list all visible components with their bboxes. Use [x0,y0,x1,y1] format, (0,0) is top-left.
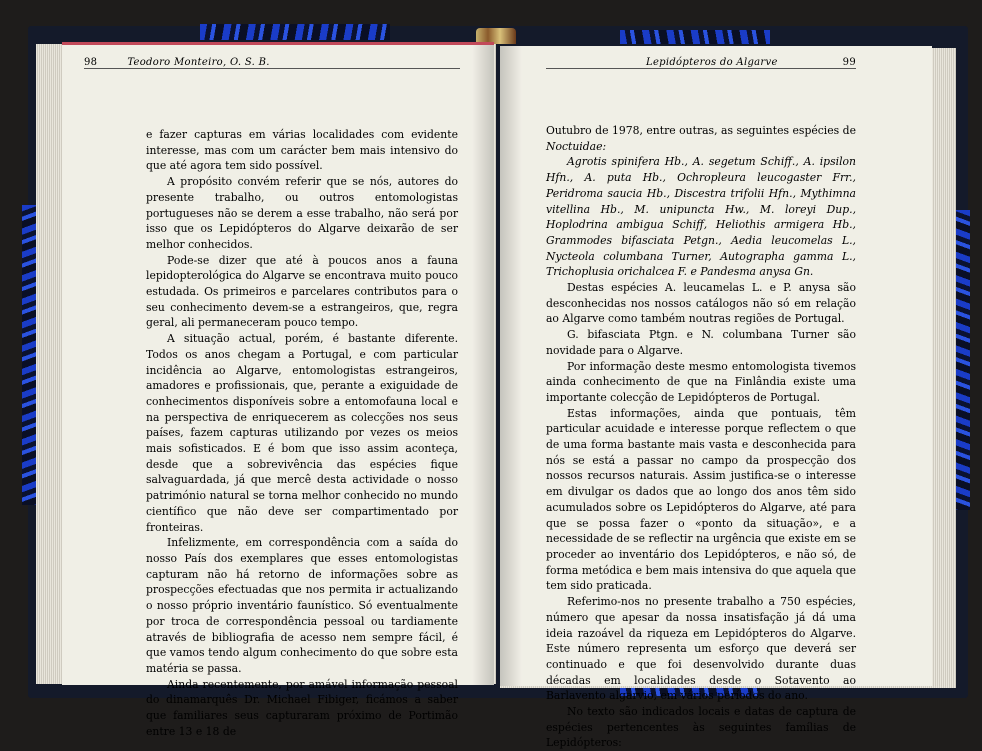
right-page-header [546,52,856,69]
paragraph: Pode-se dizer que até à poucos anos a fauna lepidopterológica do Algarve se encontrava muito pouco estudada. Os primeiros e parcelares contributos para o seu conhecimento devem-se a estrangeiros, que, regra geral, ali permaneceram pouco tempo. [146,253,458,330]
paragraph: Estas informações, ainda que pontuais, têm particular acuidade e interesse porque reflectem o que de uma forma bastante mais vasta e desconhecida para nós se está a passar no campo da prospecção dos nossos recursos naturais. Assim justifica-se o interesse em divulgar os dados que ao longo dos anos têm sido acumulados sobre os Lepidópteros do Algarve, até para que se possa fazer o «ponto da situação», e a necessidade de se reflectir na urgência que existe em se proceder ao inventário dos Lepidópteros, e não só, de forma metódica e bem mais intensiva do que aquela que tem sido praticada. [546,406,856,593]
paragraph: Destas espécies A. leucamelas L. e P. anysa são desconhecidas nos nossos catálogos não só em relação ao Algarve como também noutras regiões de Portugal. [546,281,856,326]
running-head: Teodoro Monteiro, O. S. B. [127,57,270,68]
paragraph: Referimo-nos no presente trabalho a 750 espécies, número que apesar da nossa insatisfação já dá uma ideia razoável da riqueza em Lepidópteros do Algarve. Este número representa um esforço que deverá ser continuado e que foi desenvolvido durante duas décadas em localidades desde o Sotavento ao Barlavento algarvio, em vários períodos do ano. [546,595,856,703]
paragraph: Ainda recentemente, por amável informação pessoal do dinamarquês Dr. Michael Fibiger, ficámos a saber que familiares seus capturaram próximo de Portimão entre 13 e 18 de [146,677,458,738]
cover-marbled-edge-top-right [620,30,770,44]
paragraph-text: Outubro de 1978, entre outras, as seguintes espécies de [546,124,856,137]
paragraph [546,123,856,154]
gutter-shadow-left [472,45,494,685]
page-number: 98 [84,57,98,68]
family-name: Noctuidae: [546,139,607,153]
running-head: Lepidópteros do Algarve [646,57,778,68]
right-page-body [546,123,856,751]
left-page-header [84,52,460,69]
page-number: 99 [842,57,856,68]
left-page-body [146,127,458,739]
paragraph: A propósito convém referir que se nós, autores do presente trabalho, ou outros entomologistas portugueses não se derem a esse trabalho, não será por isso que os Lepidópteros do Algarve deixarão de ser melhor conhecidos. [146,175,458,251]
paragraph: A situação actual, porém, é bastante diferente. Todos os anos chegam a Portugal, e com particular incidência ao Algarve, entomologistas estrangeiros, amadores e profissionais, que, perante a exiguidade de conhecimentos disponíveis sobre a entomofauna local e na perspectiva de enriquecerem as colecções nos seus países, fazem capturas utilizando por vezes os meios mais sofisticados. E é bom que isso assim aconteça, desde que a sobrevivência das espécies fique salvaguardada, já que mercê desta actividade o nosso património natural se torna melhor conhecido no mundo científico que não deve ser compartimentado por fronteiras. [146,332,458,534]
paragraph: e fazer capturas em várias localidades com evidente interesse, mas com um carácter bem mais intensivo do que até agora tem sido possível. [146,128,458,173]
gutter-shadow-right [500,46,522,686]
paragraph: No texto são indicados locais e datas de captura de espécies pertencentes às seguintes famílias de Lepidópteros: [546,705,856,750]
paragraph: G. bifasciata Ptgn. e N. columbana Turner são novidade para o Algarve. [546,328,856,357]
paragraph: Por informação deste mesmo entomologista tivemos ainda conhecimento de que na Finlândia existe uma importante colecção de Lepidópteros de Portugal. [546,359,856,404]
paragraph: Infelizmente, em correspondência com a saída do nosso País dos exemplares que esses entomologistas capturam não há retorno de informações sobre as prospecções efectuadas que nos permita ir actualizando o nosso próprio inventário faunístico. Só eventualmente por troca de correspondência pessoal ou tardiamente através de bibliografia de acesso nem sempre fácil, é que vamos tendo algum conhecimento do que sobre esta matéria se passa. [146,536,458,675]
cover-marbled-edge-top-left [200,24,390,40]
species-list: Agrotis spinifera Hb., A. segetum Schiff., A. ipsilon Hfn., A. puta Hb., Ochropleura leucogaster Frr., Peridroma saucia Hb., Discestra trifolii Hfn., Mythimna vitellina Hb., M. unipuncta Hw., M. loreyi Dup., Hoplodrina ambigua Schiff, Heliothis armigera Hb., Grammodes bifasciata Petgn., Aedia leucomelas L., Nycteola columbana Turner, Autographa gamma L., Trichoplusia orichalcea F. e Pandesma anysa Gn. [546,155,856,279]
